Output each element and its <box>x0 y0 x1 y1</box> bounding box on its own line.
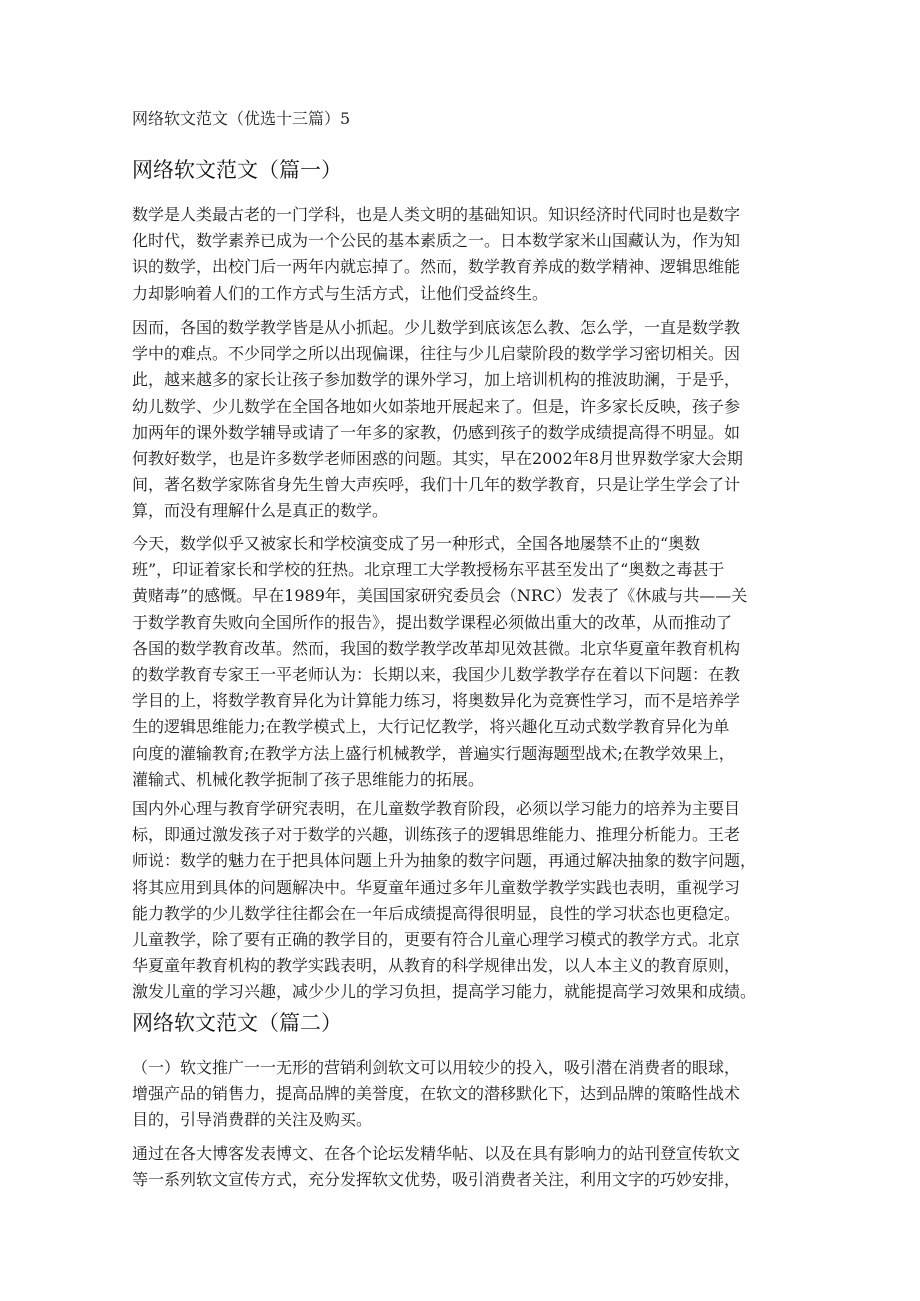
text-line: 加两年的课外数学辅导或请了一年多的家教，仍感到孩子的数学成绩提高得不明显。如 <box>132 422 741 442</box>
text-line: 间，著名数学家陈省身先生曾大声疾呼，我们十几年的数学教育，只是让学生学会了计 <box>132 475 741 495</box>
text-line: 师说：数学的魅力在于把具体问题上升为抽象的数字问题，再通过解决抽象的数字问题， <box>132 851 757 871</box>
text-line: 华夏童年教育机构的教学实践表明，从教育的科学规律出发，以人本主义的教育原则， <box>132 956 741 976</box>
text-line: 各国的数学教育改革。然而，我国的数学教学改革却见效甚微。北京华夏童年教育机构 <box>132 638 741 658</box>
text-line: 今天，数学似乎又被家长和学校演变成了另一种形式，全国各地屡禁不止的“奥数 <box>132 534 701 553</box>
text-line: 灌输式、机械化教学扼制了孩子思维能力的拓展。 <box>132 769 485 789</box>
paragraph-1-4 <box>132 796 792 1006</box>
text-line: 因而，各国的数学教学皆是从小抓起。少儿数学到底该怎么教、怎么学，一直是数学教 <box>132 318 741 337</box>
text-line: 数学是人类最古老的一门学科，也是人类文明的基础知识。知识经济时代同时也是数字 <box>132 205 741 224</box>
text-line: 算，而没有理解什么是真正的数学。 <box>132 501 389 521</box>
text-line: 于数学教育失败向全国所作的报告》，提出数学课程必须做出重大的改革，从而推动了 <box>132 612 733 632</box>
text-line: 将其应用到具体的问题解决中。华夏童年通过多年儿童数学教学实践也表明，重视学习 <box>132 877 741 897</box>
text-line: 生的逻辑思维能力;在教学模式上，大行记忆教学，将兴趣化互动式数学教育异化为单 <box>132 717 730 737</box>
text-line: 儿童教学，除了要有正确的教学目的，更要有符合儿童心理学习模式的教学方式。北京 <box>132 929 741 949</box>
text-line: 向度的灌输教育;在教学方法上盛行机械教学，普遍实行题海题型战术;在教学效果上， <box>132 743 735 763</box>
text-line: 此，越来越多的家长让孩子参加数学的课外学习，加上培训机构的推波助澜，于是乎， <box>132 370 741 390</box>
text-line: 黄赌毒”的感慨。早在1989年，美国国家研究委员会（NRC）发表了《休戚与共——关 <box>132 586 748 606</box>
text-line: 增强产品的销售力，提高品牌的美誉度，在软文的潜移默化下，达到品牌的策略性战术 <box>132 1084 741 1104</box>
text-line: 何教好数学，也是许多数学老师困惑的问题。其实，早在2002年8月世界数学家大会期 <box>132 448 743 468</box>
paragraph-1-1 <box>132 202 792 307</box>
text-line: 学目的上，将数学教育异化为计算能力练习，将奥数异化为竞赛性学习，而不是培养学 <box>132 691 741 711</box>
text-line: 等一系列软文宣传方式，充分发挥软文优势，吸引消费者关注，利用文字的巧妙安排， <box>132 1170 741 1190</box>
paragraph-2-2 <box>132 1141 792 1193</box>
text-line: 激发儿童的学习兴趣，减少少儿的学习负担，提高学习能力，就能提高学习效果和成绩。 <box>132 982 757 1002</box>
text-line: 幼儿数学、少儿数学在全国各地如火如荼地开展起来了。但是，许多家长反映，孩子参 <box>132 396 741 416</box>
text-line: 通过在各大博客发表博文、在各个论坛发精华帖、以及在具有影响力的站刊登宣传软文 <box>132 1144 741 1163</box>
text-line: 标，即通过激发孩子对于数学的兴趣，训练孩子的逻辑思维能力、推理分析能力。王老 <box>132 825 741 845</box>
paragraph-1-2 <box>132 315 792 525</box>
document-title: 网络软文范文（优选十三篇）5 <box>132 109 351 128</box>
text-line: 国内外心理与教育学研究表明，在儿童数学教育阶段，必须以学习能力的培养为主要目 <box>132 799 741 818</box>
text-line: 的数学教育专家王一平老师认为：长期以来，我国少儿数学教学存在着以下问题：在教 <box>132 664 741 684</box>
text-line: （一）软文推广一一无形的营销利剑软文可以用较少的投入，吸引潜在消费者的眼球， <box>132 1058 741 1077</box>
paragraph-1-3 <box>132 531 792 793</box>
text-line: 学中的难点。不少同学之所以出现偏课，往往与少儿启蒙阶段的数学学习密切相关。因 <box>132 344 741 364</box>
text-line: 化时代，数学素养已成为一个公民的基本素质之一。日本数学家米山国藏认为，作为知 <box>132 231 741 251</box>
text-line: 目的，引导消费群的关注及购买。 <box>132 1110 373 1130</box>
section-heading-2: 网络软文范文（篇二） <box>132 1011 342 1035</box>
text-line: 能力教学的少儿数学往往都会在一年后成绩提高得很明显，良性的学习状态也更稳定。 <box>132 903 741 923</box>
text-line: 识的数学，出校门后一两年内就忘掉了。然而，数学教育养成的数学精神、逻辑思维能 <box>132 257 741 277</box>
text-line: 班”，印证着家长和学校的狂热。北京理工大学教授杨东平甚至发出了“奥数之毒甚于 <box>132 560 725 580</box>
paragraph-2-1 <box>132 1055 792 1134</box>
section-heading-1: 网络软文范文（篇一） <box>132 158 342 182</box>
text-line: 力却影响着人们的工作方式与生活方式，让他们受益终生。 <box>132 283 549 303</box>
